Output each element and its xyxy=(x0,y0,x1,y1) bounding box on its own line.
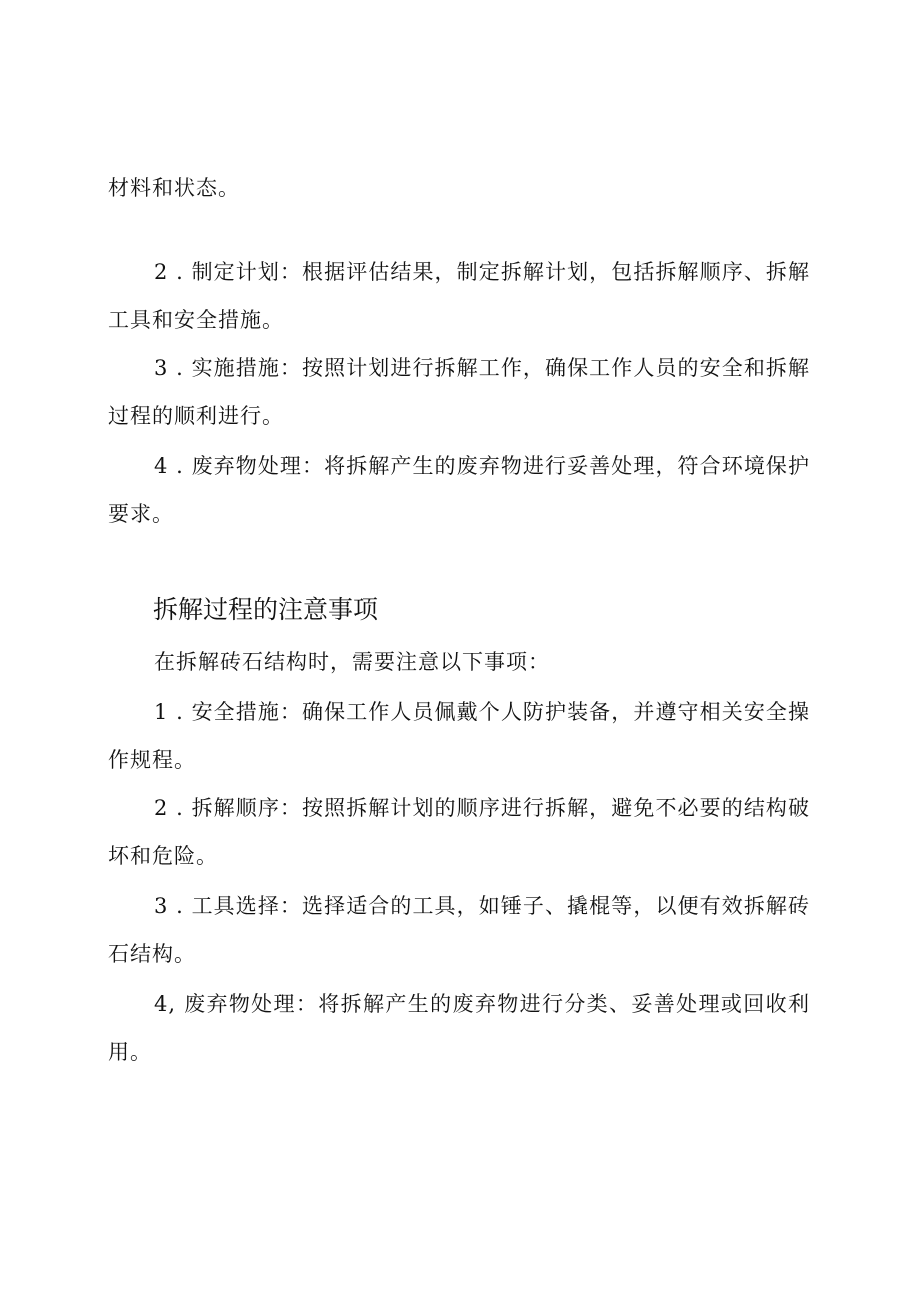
plan-step-4: 4 . 废弃物处理：将拆解产生的废弃物进行妥善处理，符合环境保护要求。 xyxy=(108,454,810,526)
section-intro: 在拆解砖石结构时，需要注意以下事项： xyxy=(154,650,550,674)
plan-step-3: 3 . 实施措施：按照计划进行拆解工作，确保工作人员的安全和拆解过程的顺利进行。 xyxy=(108,356,810,428)
continuation-paragraph: 材料和状态。 xyxy=(108,176,240,200)
note-item-1: 1 . 安全措施：确保工作人员佩戴个人防护装备，并遵守相关安全操作规程。 xyxy=(108,700,810,772)
plan-step-2: 2 . 制定计划：根据评估结果，制定拆解计划，包括拆解顺序、拆解工具和安全措施。 xyxy=(108,260,810,332)
note-item-4: 4, 废弃物处理：将拆解产生的废弃物进行分类、妥善处理或回收利用。 xyxy=(108,992,810,1064)
section-heading: 拆解过程的注意事项 xyxy=(153,595,379,624)
note-item-3: 3 . 工具选择：选择适合的工具，如锤子、撬棍等，以便有效拆解砖石结构。 xyxy=(108,894,810,966)
note-item-2: 2 . 拆解顺序：按照拆解计划的顺序进行拆解，避免不必要的结构破坏和危险。 xyxy=(108,796,810,868)
